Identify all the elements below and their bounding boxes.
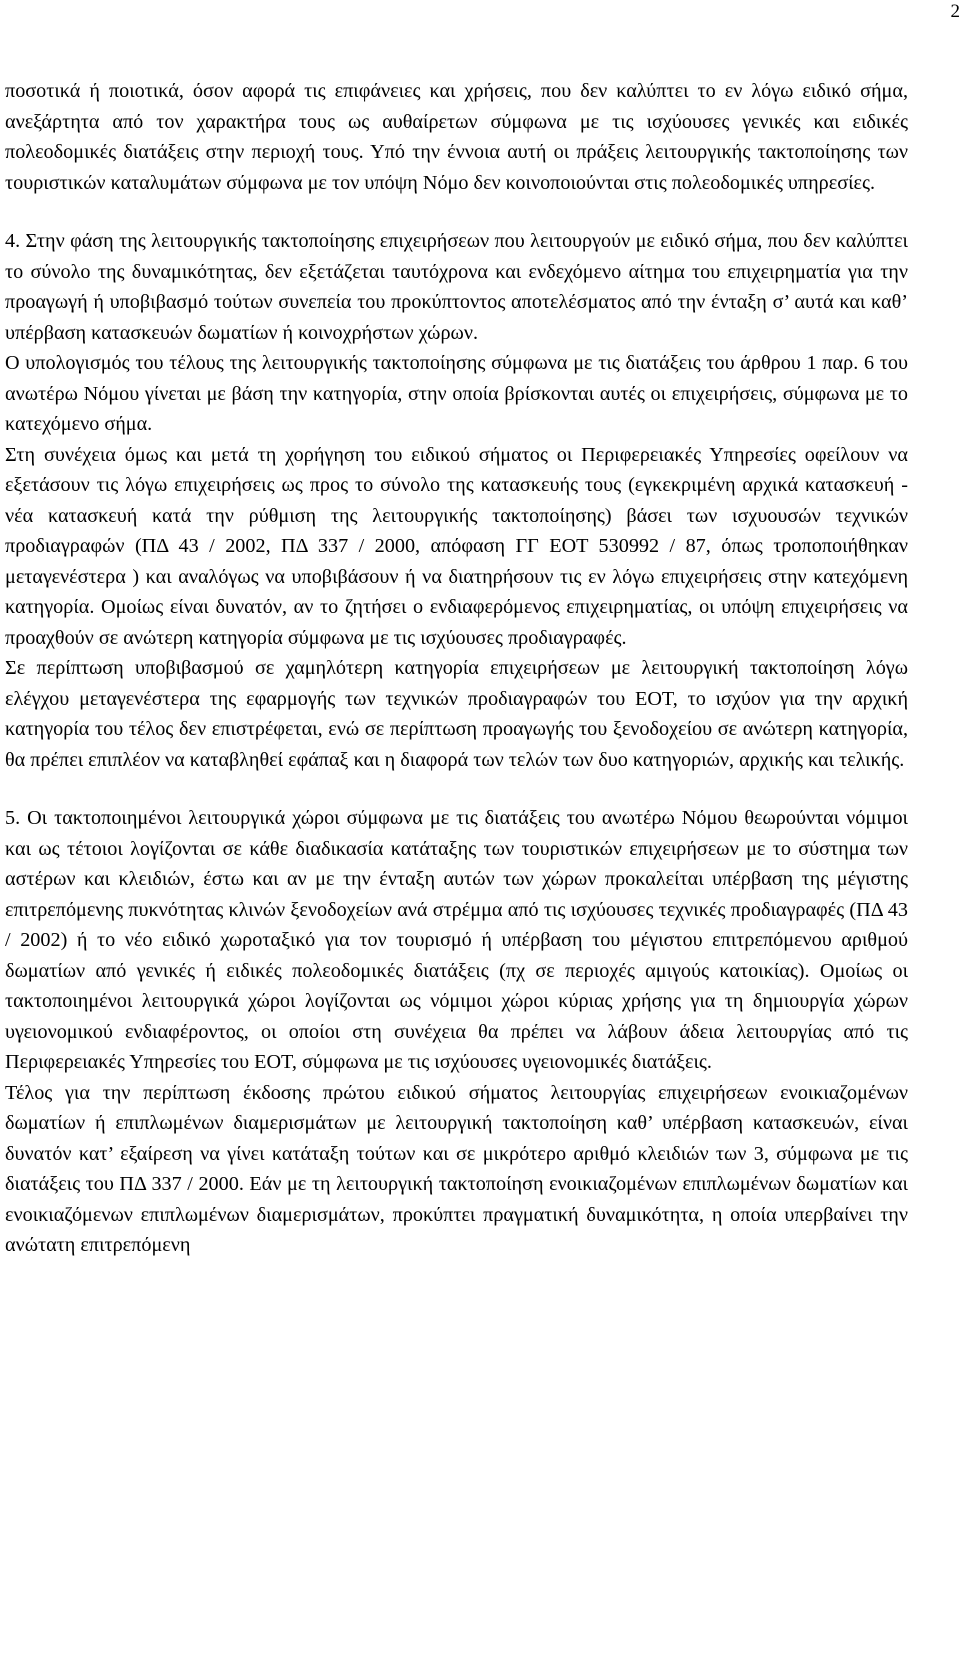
page-number: 2	[950, 1, 960, 22]
paragraph-regional-services: Στη συνέχεια όμως και μετά τη χορήγηση του ειδικού σήματος οι Περιφερειακές Υπηρεσίες οφείλουν να εξετάσουν τις λόγω επιχειρήσεις ως προς το σύνολο της κατασκευής τους (εγκεκριμένη αρχικά κατασκευή - νέα κατασκευή κατά την ρύθμιση της λειτουργικής τακτοποίησης) βάσει των ισχυουσών τεχνικών προδιαγραφών (ΠΔ 43 / 2002, ΠΔ 337 / 2000, απόφαση ΓΓ ΕΟΤ 530992 / 87, όπως τροποποιήθηκαν μεταγενέστερα ) και αναλόγως να υποβιβάσουν ή να διατηρήσουν τις εν λόγω επιχειρήσεις στην κατεχόμενη κατηγορία. Ομοίως είναι δυνατόν, αν το ζητήσει ο ενδιαφερόμενος επιχειρηματίας, οι υπόψη επιχειρήσεις να προαχθούν σε ανώτερη κατηγορία σύμφωνα με τις ισχύουσες προδιαγραφές.	[5, 443, 908, 649]
paragraph-continuation: ποσοτικά ή ποιοτικά, όσον αφορά τις επιφάνειες και χρήσεις, που δεν καλύπτει το εν λόγω ειδικό σήμα, ανεξάρτητα από τον χαρακτήρα τους ως αυθαίρετων σύμφωνα με τις ισχύουσες γενικές και ειδικές πολεοδομικές διατάξεις στην περιοχή τους. Υπό την έννοια αυτή οι πράξεις λειτουργικής τακτοποίησης των τουριστικών καταλυμάτων σύμφωνα με τον υπόψη Νόμο δεν κοινοποιούνται στις πολεοδομικές υπηρεσίες.	[5, 80, 908, 194]
document-body	[5, 76, 908, 1261]
paragraph-item-5: 5. Οι τακτοποιημένοι λειτουργικά χώροι σύμφωνα με τις διατάξεις του ανωτέρω Νόμου θεωρούνται νόμιμοι και ως τέτοιοι λογίζονται σε κάθε διαδικασία κατάταξης των τουριστικών επιχειρήσεων με το σύστημα των αστέρων και κλειδιών, έστω και αν με την ένταξη αυτών των χώρων προκαλείται υπέρβαση της μέγιστης επιτρεπόμενης πυκνότητας κλινών ξενοδοχείων ανά στρέμμα από τις ισχύουσες τεχνικές προδιαγραφές (ΠΔ 43 / 2002) ή το νέο ειδικό χωροταξικό για τον τουρισμό ή υπέρβαση του μέγιστου επιτρεπόμενου αριθμού δωματίων από γενικές ή ειδικές πολεοδομικές διατάξεις (πχ σε περιοχές αμιγούς κατοικίας). Ομοίως οι τακτοποιημένοι λειτουργικά χώροι λογίζονται ως νόμιμοι χώροι κύριας χρήσης για τη δημιουργία χώρων υγειονομικού ενδιαφέροντος, οι οποίοι στη συνέχεια θα πρέπει να λάβουν άδεια λειτουργίας από τις Περιφερειακές Υπηρεσίες του ΕΟΤ, σύμφωνα με τις ισχύουσες υγειονομικές διατάξεις.	[5, 807, 908, 1073]
paragraph-fee-calculation: Ο υπολογισμός του τέλους της λειτουργικής τακτοποίησης σύμφωνα με τις διατάξεις του άρθρου 1 παρ. 6 του ανωτέρω Νόμου γίνεται με βάση την κατηγορία, στην οποία βρίσκονται αυτές οι επιχειρήσεις, σύμφωνα με το κατεχόμενο σήμα.	[5, 352, 908, 435]
paragraph-final: Τέλος για την περίπτωση έκδοσης πρώτου ειδικού σήματος λειτουργίας επιχειρήσεων ενοικιαζομένων δωματίων ή επιπλωμένων διαμερισμάτων με λειτουργική τακτοποίηση καθ’ υπέρβαση κατασκευών, είναι δυνατόν κατ’ εξαίρεση να γίνει κατάταξη τούτων και σε μικρότερο αριθμό κλειδιών των 3, σύμφωνα με τις διατάξεις του ΠΔ 337 / 2000. Εάν με τη λειτουργική τακτοποίηση ενοικιαζομένων επιπλωμένων δωματίων και ενοικιαζόμενων επιπλωμένων διαμερισμάτων, προκύπτει πραγματική δυναμικότητα, η οποία υπερβαίνει την ανώτατη επιτρεπόμενη	[5, 1081, 908, 1256]
paragraph-gap	[5, 775, 908, 803]
paragraph-downgrade-case: Σε περίπτωση υποβιβασμού σε χαμηλότερη κατηγορία επιχειρήσεων με λειτουργική τακτοποίηση λόγω ελέγχου μεταγενέστερα της εφαρμογής των τεχνικών προδιαγραφών του ΕΟΤ, το ισχύον για την αρχική κατηγορία του τέλος δεν επιστρέφεται, ενώ σε περίπτωση προαγωγής του ξενοδοχείου σε ανώτερη κατηγορία, θα πρέπει επιπλέον να καταβληθεί εφάπαξ και η διαφορά των τελών των δυο κατηγοριών, αρχικής και τελικής.	[5, 657, 908, 771]
paragraph-gap	[5, 198, 908, 226]
paragraph-item-4: 4. Στην φάση της λειτουργικής τακτοποίησης επιχειρήσεων που λειτουργούν με ειδικό σήμα, που δεν καλύπτει το σύνολο της δυναμικότητας, δεν εξετάζεται ταυτόχρονα και ενδεχόμενο αίτημα του επιχειρηματία για την προαγωγή ή υποβιβασμό τούτων συνεπεία του προκύπτοντος αποτελέσματος από την ένταξη σ’ αυτά και καθ’ υπέρβαση κατασκευών δωματίων ή κοινοχρήστων χώρων.	[5, 230, 908, 344]
